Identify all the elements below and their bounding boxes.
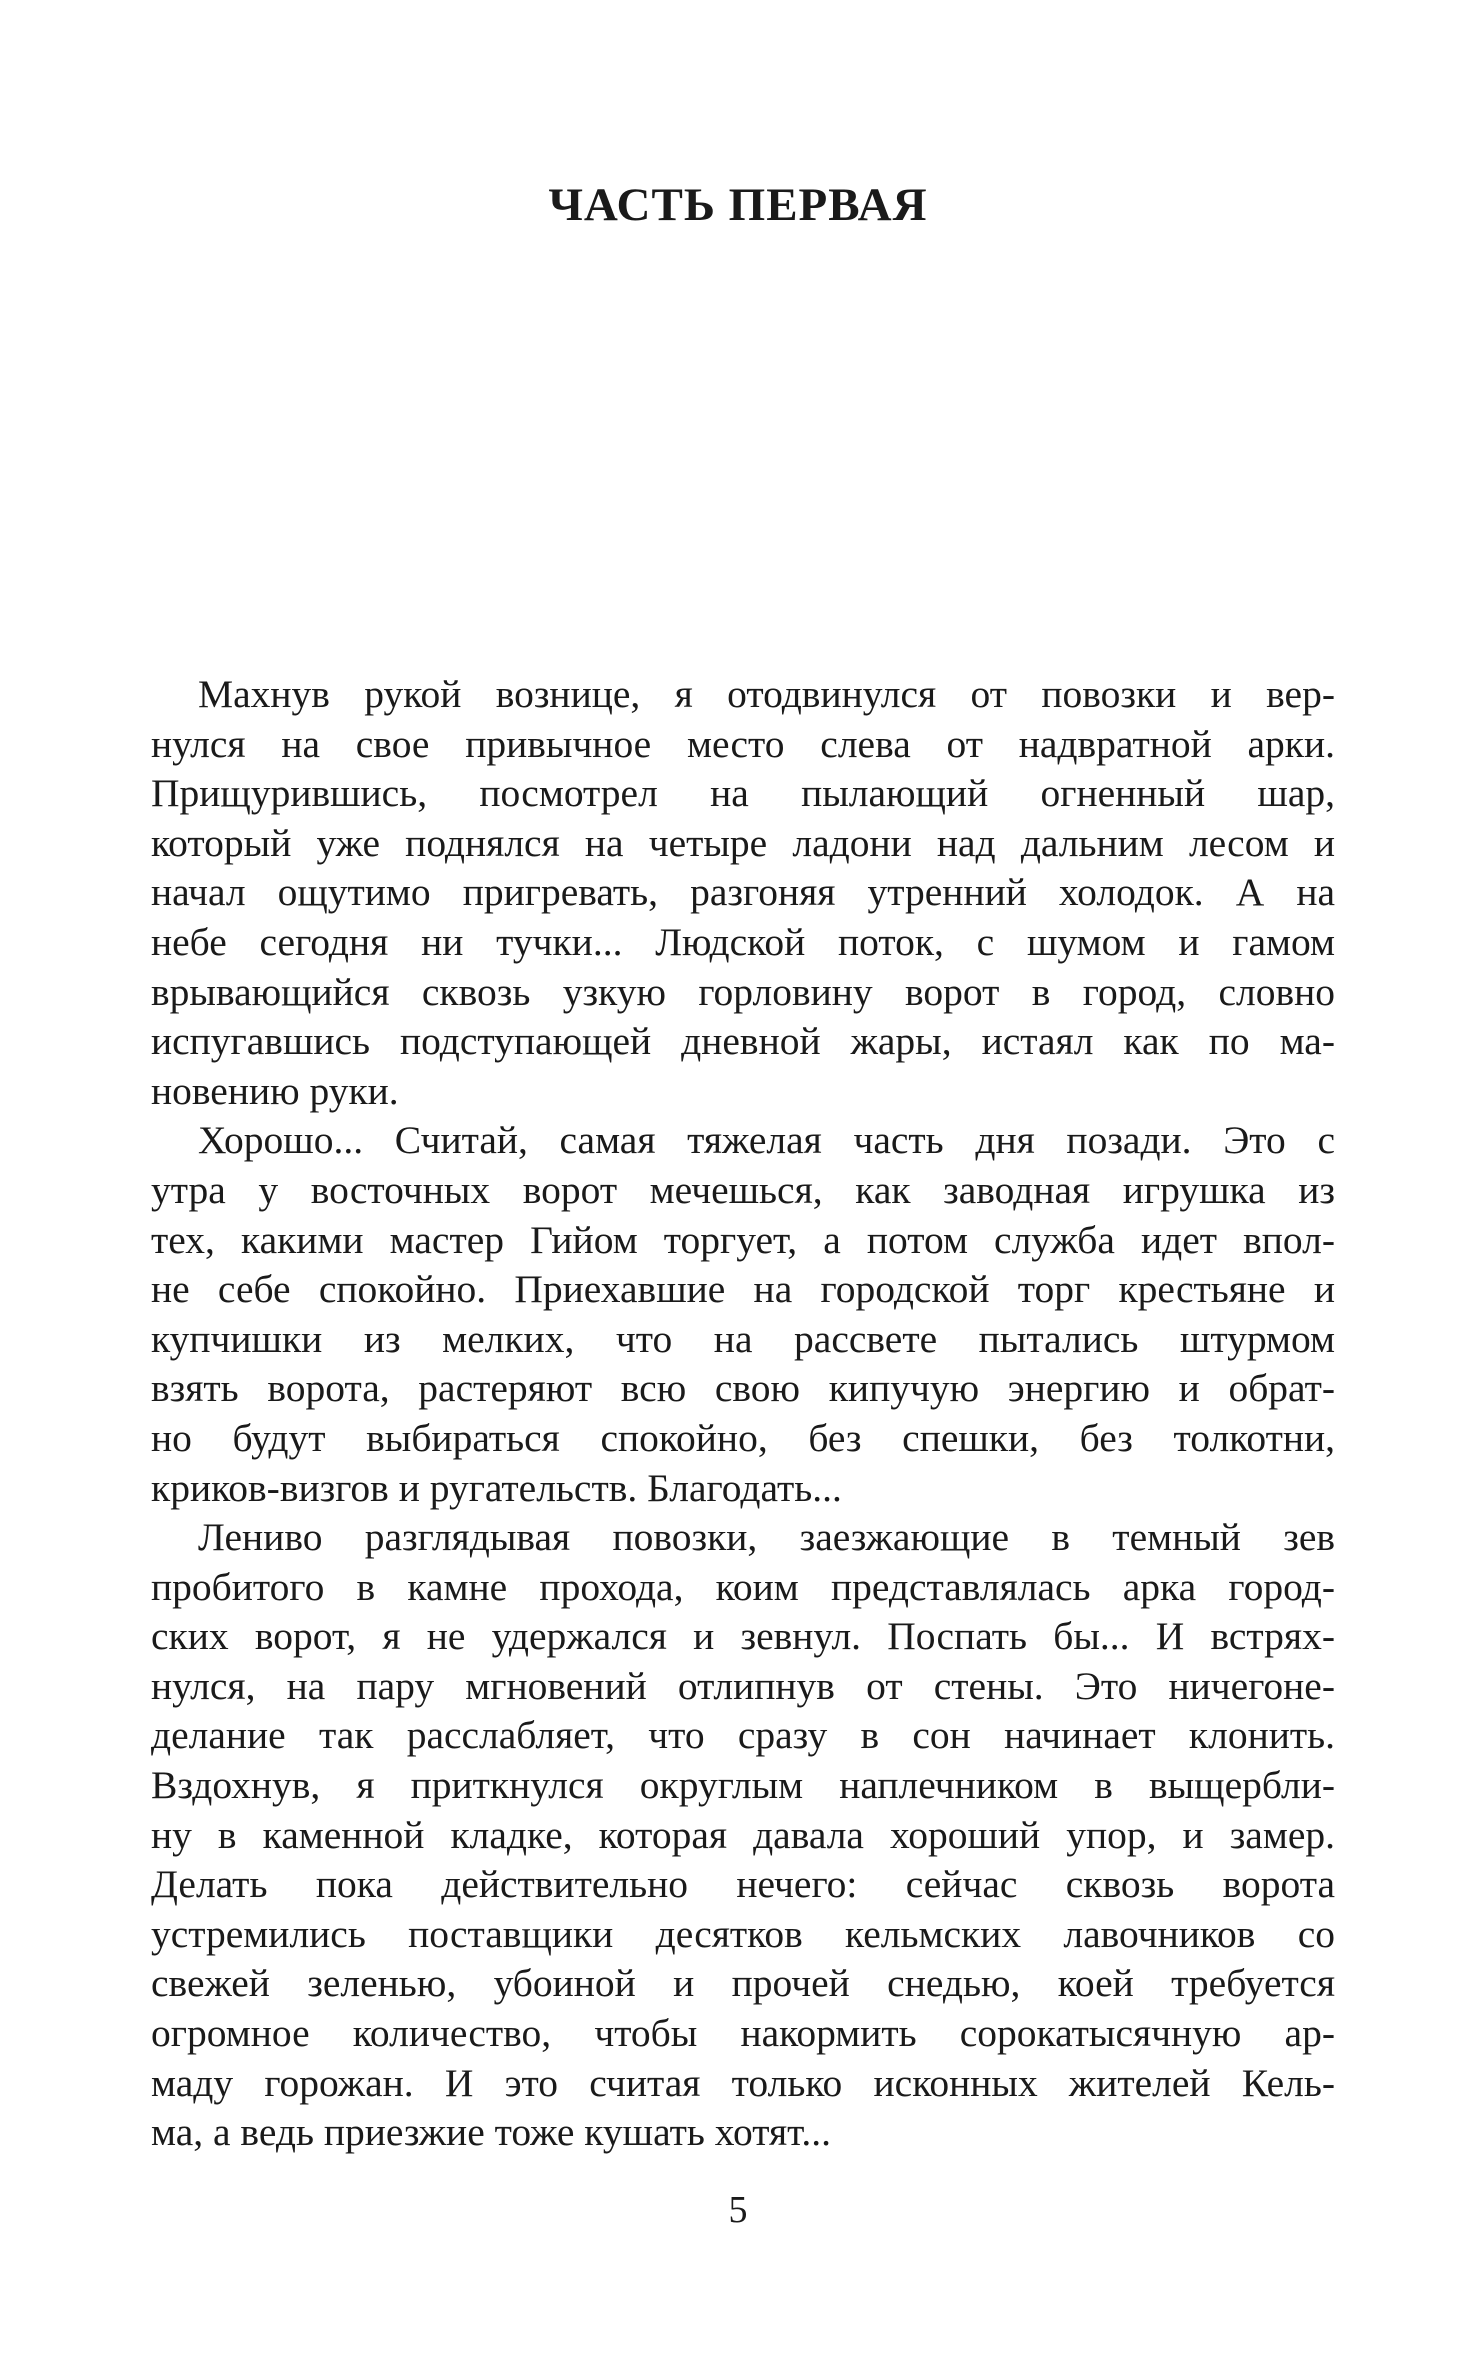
text-line: ма, а ведь приезжие тоже кушать хотят... (151, 2110, 832, 2155)
text-line: маду горожан. И это считая только исконных жителей Кель- (151, 2060, 1335, 2105)
text-line: но будут выбираться спокойно, без спешки, без толкотни, (151, 1415, 1335, 1460)
text-line: делание так расслабляет, что сразу в сон начинает клонить. (151, 1713, 1335, 1758)
text-line: испугавшись подступающей дневной жары, истаял как по ма- (151, 1019, 1335, 1064)
text-line: врывающийся сквозь узкую горловину ворот в город, словно (151, 969, 1335, 1014)
text-line: свежей зеленью, убоиной и прочей снедью, коей требуется (151, 1961, 1335, 2006)
text-line: пробитого в камне прохода, коим представлялась арка город- (151, 1564, 1335, 1609)
text-line: Прищурившись, посмотрел на пылающий огненный шар, (151, 771, 1335, 816)
text-line: Хорошо... Считай, самая тяжелая часть дня позади. Это с (198, 1118, 1335, 1163)
text-line: Вздохнув, я приткнулся округлым наплечником в выщербли- (151, 1763, 1335, 1808)
text-line: купчишки из мелких, что на рассвете пытались штурмом (151, 1316, 1335, 1361)
text-line: Делать пока действительно нечего: сейчас сквозь ворота (151, 1862, 1335, 1907)
text-line: ну в каменной кладке, которая давала хороший упор, и замер. (151, 1812, 1335, 1857)
text-line: взять ворота, растеряют всю свою кипучую энергию и обрат- (151, 1366, 1335, 1411)
text-line: устремились поставщики десятков кельмских лавочников со (151, 1911, 1335, 1956)
page-number: 5 (728, 2189, 748, 2231)
text-line: начал ощутимо пригревать, разгоняя утренний холодок. А на (151, 870, 1335, 915)
text-line: Лениво разглядывая повозки, заезжающие в темный зев (198, 1515, 1335, 1560)
page-title: ЧАСТЬ ПЕРВАЯ (548, 179, 928, 231)
text-line: тех, какими мастер Гийом торгует, а потом служба идет впол- (151, 1217, 1335, 1262)
text-line: криков-визгов и ругательств. Благодать... (151, 1465, 842, 1510)
text-line: утра у восточных ворот мечешься, как заводная игрушка из (151, 1167, 1335, 1212)
text-line: небе сегодня ни тучки... Людской поток, с шумом и гамом (151, 919, 1335, 964)
text-line: огромное количество, чтобы накормить сорокатысячную ар- (151, 2011, 1335, 2056)
text-line: нулся на свое привычное место слева от надвратной арки. (151, 721, 1335, 766)
text-line: нулся, на пару мгновений отлипнув от стены. Это ничегоне- (151, 1663, 1335, 1708)
body-text (151, 670, 1335, 2158)
text-line: который уже поднялся на четыре ладони над дальним лесом и (151, 820, 1335, 865)
text-line: ских ворот, я не удержался и зевнул. Поспать бы... И встрях- (151, 1614, 1335, 1659)
text-line: новению руки. (151, 1068, 399, 1113)
text-line: не себе спокойно. Приехавшие на городской торг крестьяне и (151, 1267, 1335, 1312)
text-line: Махнув рукой вознице, я отодвинулся от повозки и вер- (198, 672, 1335, 716)
